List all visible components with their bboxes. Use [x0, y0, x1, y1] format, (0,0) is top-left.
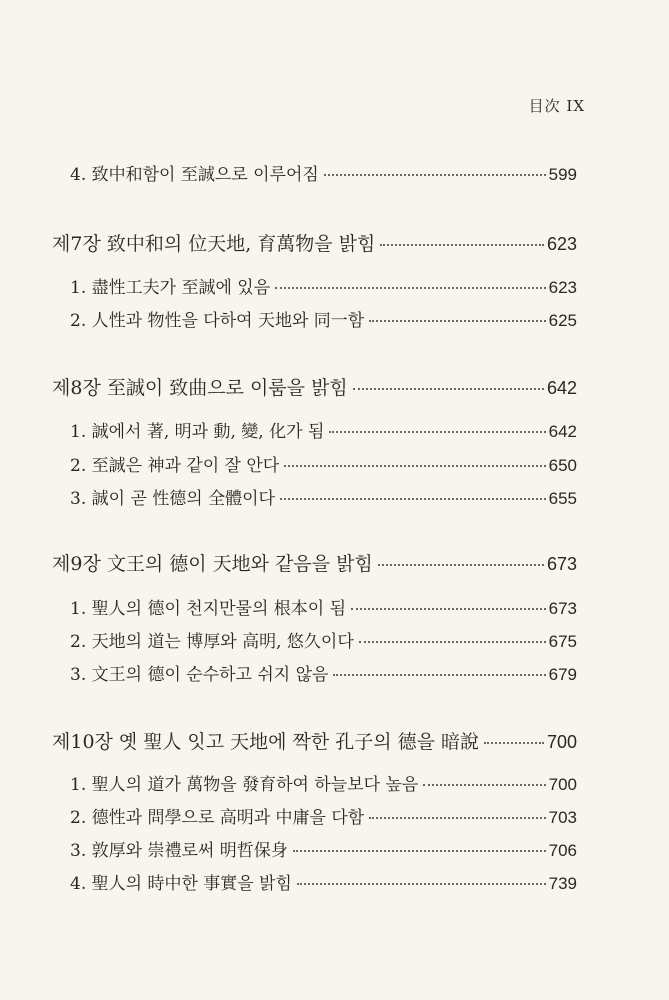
- toc-page-number: 679: [548, 665, 577, 684]
- dot-leader: [353, 388, 544, 390]
- toc-entry-title: 4. 聖人의 時中한 事實을 밝힘: [70, 874, 292, 894]
- toc-entry: [70, 770, 577, 795]
- toc-entry: [70, 836, 577, 861]
- dot-leader: [324, 174, 546, 176]
- toc-chapter-title: 제7장 致中和의 位天地, 育萬物을 밝힘: [52, 233, 376, 255]
- toc-entry: [70, 417, 577, 442]
- running-header: 目次 IX: [528, 97, 585, 115]
- dot-leader: [484, 742, 544, 744]
- toc-entry-title: 2. 德性과 問學으로 高明과 中庸을 다함: [70, 808, 365, 828]
- toc-page-number: 650: [548, 456, 577, 475]
- toc-entry: [70, 484, 577, 509]
- toc-page-number: 700: [546, 732, 577, 752]
- dot-leader: [297, 883, 546, 885]
- dot-leader: [333, 674, 545, 676]
- toc-entry-title: 2. 至誠은 神과 같이 잘 안다: [70, 456, 280, 476]
- dot-leader: [378, 564, 544, 566]
- toc-entry-title: 3. 文王의 德이 순수하고 쉬지 않음: [70, 665, 329, 685]
- toc-entry-title: 1. 盡性工夫가 至誠에 있음: [70, 278, 271, 298]
- dot-leader: [359, 641, 546, 643]
- toc-page-number: 706: [548, 841, 577, 860]
- dot-leader: [329, 431, 545, 433]
- toc-entry: [70, 451, 577, 476]
- toc-page-number: 700: [548, 775, 577, 794]
- toc-entry-title: 3. 誠이 곧 性德의 全體이다: [70, 489, 275, 509]
- toc-page-number: 642: [548, 422, 577, 441]
- toc-page-number: 599: [548, 165, 577, 184]
- dot-leader: [423, 784, 545, 786]
- toc-entry-title: 1. 聖人의 德이 천지만물의 根本이 됨: [70, 599, 347, 619]
- dot-leader: [351, 608, 546, 610]
- toc-page-number: 673: [548, 599, 577, 618]
- toc-page-number: 675: [548, 632, 577, 651]
- toc-entry-title: 1. 誠에서 著, 明과 動, 變, 化가 됨: [70, 422, 325, 442]
- toc-entry-title: 2. 天地의 道는 博厚와 高明, 悠久이다: [70, 632, 354, 652]
- dot-leader: [369, 320, 545, 322]
- dot-leader: [284, 465, 545, 467]
- toc-page-number: 625: [548, 311, 577, 330]
- toc-page-number: 703: [548, 808, 577, 827]
- dot-leader: [369, 817, 545, 819]
- toc-page-number: 739: [548, 874, 577, 893]
- dot-leader: [293, 850, 546, 852]
- toc-entry: [70, 660, 577, 685]
- toc-entry: [70, 869, 577, 894]
- toc-entry: [70, 627, 577, 652]
- toc-page-number: 623: [548, 278, 577, 297]
- toc-entry: [70, 160, 577, 185]
- toc-chapter-title: 제10장 옛 聖人 잇고 天地에 짝한 孔子의 德을 暗說: [52, 731, 480, 753]
- toc-chapter: [52, 549, 577, 576]
- toc-page-number: 623: [546, 234, 577, 254]
- toc-chapter-title: 제9장 文王의 德이 天地와 같음을 밝힘: [52, 553, 373, 575]
- toc-entry-title: 1. 聖人의 道가 萬物을 發育하여 하늘보다 높음: [70, 775, 419, 795]
- toc-chapter-title: 제8장 至誠이 致曲으로 이룸을 밝힘: [52, 377, 348, 399]
- toc-entry: [70, 803, 577, 828]
- toc-entry-title: 3. 敦厚와 崇禮로써 明哲保身: [70, 841, 288, 861]
- toc-entry: [70, 273, 577, 298]
- dot-leader: [280, 498, 546, 500]
- toc-chapter: [52, 229, 577, 256]
- toc-page-number: 655: [548, 489, 577, 508]
- toc-page-number: 673: [546, 554, 577, 574]
- dot-leader: [380, 244, 544, 246]
- toc-page-number: 642: [546, 378, 577, 398]
- toc-chapter: [52, 727, 577, 754]
- toc-entry-title: 2. 人性과 物性을 다하여 天地와 同一함: [70, 311, 365, 331]
- toc-chapter: [52, 373, 577, 400]
- toc-entry: [70, 594, 577, 619]
- dot-leader: [275, 287, 546, 289]
- toc-entry-title: 4. 致中和함이 至誠으로 이루어짐: [70, 165, 319, 185]
- toc-entry: [70, 306, 577, 331]
